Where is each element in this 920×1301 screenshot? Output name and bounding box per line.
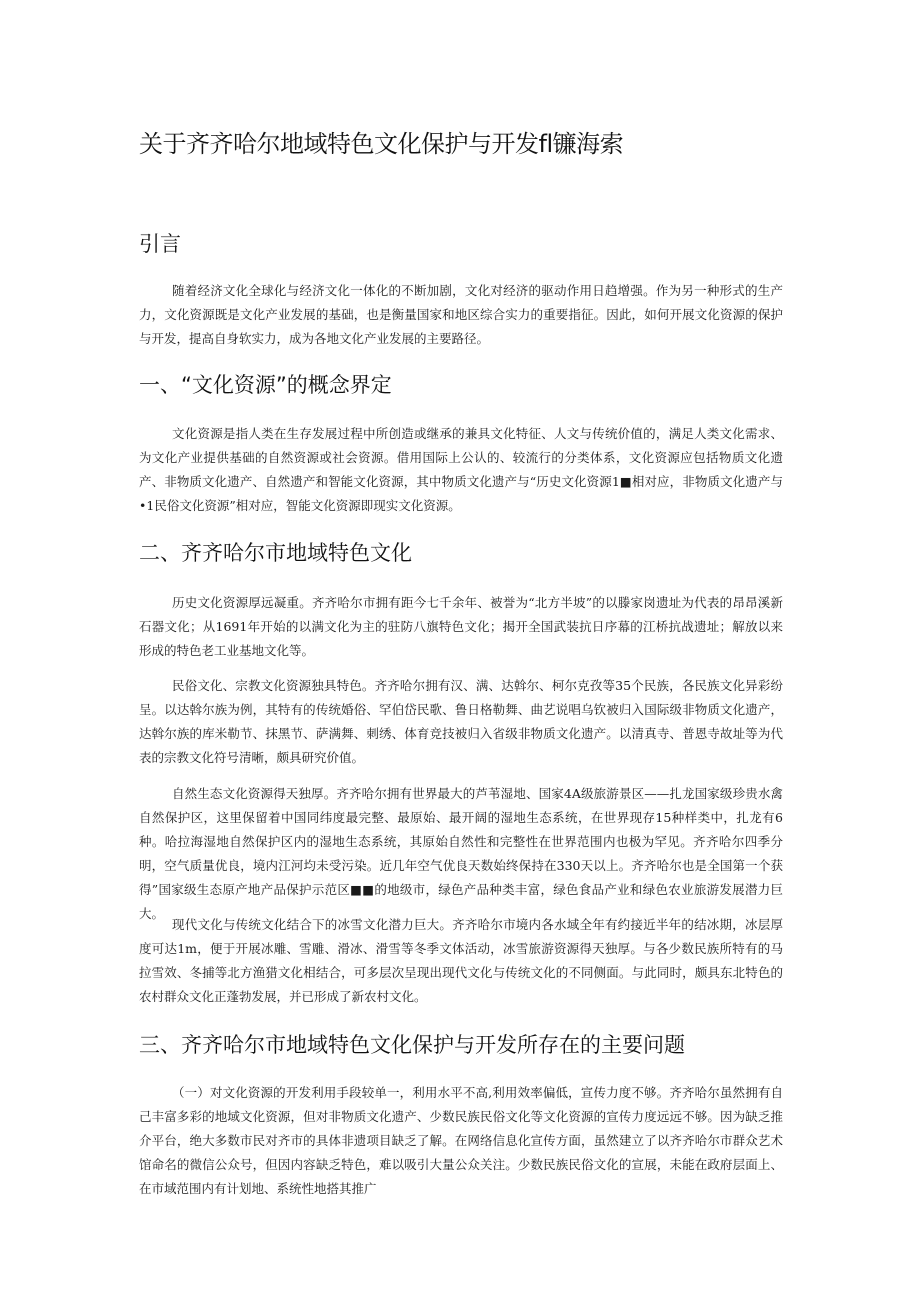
paragraph-ecology: 自然生态文化资源得天独厚。齐齐哈尔拥有世界最大的芦苇湿地、国家4A级旅游景区——扎龙国家级珍贵水禽自然保护区，这里保留着中国同纬度最完整、最原始、最开阔的湿地生态系统，在世界现存15种样类中，扎龙有6种。哈拉海湿地自然保护区内的湿地生态系统，其原始自然性和完整性在世界范围内也极为罕见。齐齐哈尔四季分明，空气质量优良，境内江河均未受污染。近几年空气优良天数始终保持在330天以上。齐齐哈尔也是全国第一个获得”国家级生态原产地产品保护示范区■■的地级市，绿色产品种类丰富，绿色食品产业和绿色农业旅游发展潜力巨大。: [139, 786, 783, 921]
paragraph-concept: 文化资源是指人类在生存发展过程中所创造或继承的兼具文化特征、人文与传统价值的，满足人类文化需求、为文化产业提供基础的自然资源或社会资源。借用国际上公认的、较流行的分类体系，文化资源应包括物质文化遗产、非物质文化遗产、自然遗产和智能文化资源，其中物质文化遗产与“历史文化资源1■相对应，非物质文化遗产与•1民俗文化资源”相对应，智能文化资源即现实文化资源。: [139, 426, 783, 513]
paragraph-problem-1: （一）对文化资源的开发利用手段较单一，利用水平不高,利用效率偏低，宣传力度不够。齐齐哈尔虽然拥有自己丰富多彩的地域文化资源，但对非物质文化遗产、少数民族民俗文化等文化资源的宣传力度远远不够。因为缺乏推介平台，绝大多数市民对齐市的具体非遗项目缺乏了解。在网络信息化宣传方面，虽然建立了以齐齐哈尔市群众艺术馆命名的微信公众号，但因内容缺乏特色，难以吸引大量公众关注。少数民族民俗文化的宣展，未能在政府层面上、在市域范围内有计划地、系统性地搭其推广: [139, 1085, 783, 1196]
section-heading-local-culture: 二、齐齐哈尔市地域特色文化: [139, 541, 412, 565]
paragraph-ice-snow: 现代文化与传统文化结合下的冰雪文化潜力巨大。齐齐哈尔市境内各水域全年有约接近半年的结冰期，冰层厚度可达1m，便于开展冰雕、雪雕、滑冰、滑雪等冬季文体活动，冰雪旅游资源得天独厚。与各少数民族所特有的马拉雪效、冬捕等北方渔猎文化相结合，可多层次呈现出现代文化与传统文化的不同侧面。与此同时，颇具东北特色的农村群众文化正蓬勃发展，并已形成了新农村文化。: [139, 917, 783, 1004]
section-heading-concept: 一、“文化资源”的概念界定: [139, 373, 392, 397]
document-title: 关于齐齐哈尔地域特色文化保护与开发fl镰海索: [139, 130, 624, 158]
paragraph-folk: 民俗文化、宗教文化资源独具特色。齐齐哈尔拥有汉、满、达斡尔、柯尔克孜等35个民族，各民族文化异彩纷呈。以达斡尔族为例，其特有的传统婚俗、罕伯岱民歌、鲁日格勒舞、曲艺说唱乌钦被归入国际级非物质文化遗产，达斡尔族的库米勒节、抹黑节、萨满舞、刺绣、体育竞技被归入省级非物质文化遗产。以清真寺、普恩寺故址等为代表的宗教文化符号清晰，颇具研究价值。: [139, 678, 783, 765]
paragraph-history: 历史文化资源厚远凝重。齐齐哈尔市拥有距今七千余年、被誉为“北方半坡”的以滕家岗遗址为代表的昂昂溪新石器文化；从1691年开始的以满文化为主的驻防八旗特色文化；揭开全国武装抗日序幕的江桥抗战遗址；解放以来形成的特色老工业基地文化等。: [139, 595, 783, 658]
section-heading-problems: 三、齐齐哈尔市地域特色文化保护与开发所存在的主要问题: [139, 1033, 685, 1057]
section-heading-intro: 引言: [139, 232, 181, 256]
paragraph-intro: 随着经济文化全球化与经济文化一体化的不断加剧，文化对经济的驱动作用日趋增强。作为另一种形式的生产力，文化资源既是文化产业发展的基础，也是衡量国家和地区综合实力的重要指征。因此，如何开展文化资源的保护与开发，提高自身软实力，成为各地文化产业发展的主要路径。: [139, 283, 783, 346]
